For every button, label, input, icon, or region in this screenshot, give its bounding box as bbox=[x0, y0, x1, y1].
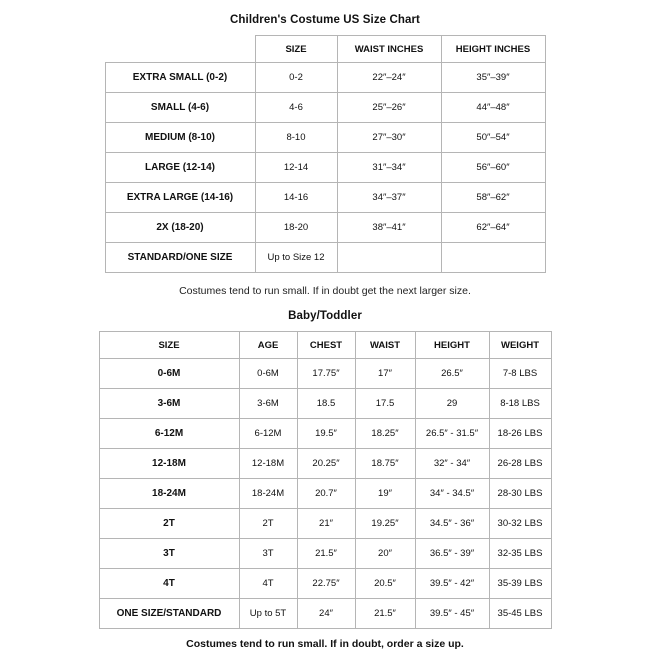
column-header-weight: WEIGHT bbox=[489, 332, 551, 359]
cell-waist: 17″ bbox=[355, 359, 415, 389]
row-label: EXTRA SMALL (0-2) bbox=[105, 63, 255, 93]
cell-height: 29 bbox=[415, 389, 489, 419]
row-label: STANDARD/ONE SIZE bbox=[105, 243, 255, 273]
row-label: 12-18M bbox=[99, 449, 239, 479]
cell-weight: 7-8 LBS bbox=[489, 359, 551, 389]
cell-chest: 18.5 bbox=[297, 389, 355, 419]
column-header-height: HEIGHT bbox=[415, 332, 489, 359]
cell-age: 6-12M bbox=[239, 419, 297, 449]
cell-waist: 20″ bbox=[355, 539, 415, 569]
cell-chest: 21″ bbox=[297, 509, 355, 539]
cell-size: 0-2 bbox=[255, 63, 337, 93]
table-row bbox=[105, 243, 545, 273]
cell-height: 35″–39″ bbox=[441, 63, 545, 93]
row-label: LARGE (12-14) bbox=[105, 153, 255, 183]
cell-age: 4T bbox=[239, 569, 297, 599]
row-label: ONE SIZE/STANDARD bbox=[99, 599, 239, 629]
table-row bbox=[105, 183, 545, 213]
table-row bbox=[105, 93, 545, 123]
cell-chest: 17.75″ bbox=[297, 359, 355, 389]
cell-weight: 26-28 LBS bbox=[489, 449, 551, 479]
table-row bbox=[105, 63, 545, 93]
row-label: 3T bbox=[99, 539, 239, 569]
column-header-blank bbox=[105, 36, 255, 63]
cell-height: 32″ - 34″ bbox=[415, 449, 489, 479]
cell-height: 58″–62″ bbox=[441, 183, 545, 213]
cell-chest: 21.5″ bbox=[297, 539, 355, 569]
column-header-waist: WAIST INCHES bbox=[337, 36, 441, 63]
cell-height: 34.5″ - 36″ bbox=[415, 509, 489, 539]
cell-weight: 18-26 LBS bbox=[489, 419, 551, 449]
cell-chest: 19.5″ bbox=[297, 419, 355, 449]
cell-weight: 8-18 LBS bbox=[489, 389, 551, 419]
table-row bbox=[99, 569, 551, 599]
cell-waist: 27″–30″ bbox=[337, 123, 441, 153]
cell-waist: 22″–24″ bbox=[337, 63, 441, 93]
cell-age: 2T bbox=[239, 509, 297, 539]
table-row bbox=[99, 539, 551, 569]
row-label: 2T bbox=[99, 509, 239, 539]
table-row bbox=[99, 479, 551, 509]
cell-weight: 35-39 LBS bbox=[489, 569, 551, 599]
table-row bbox=[99, 509, 551, 539]
cell-age: Up to 5T bbox=[239, 599, 297, 629]
row-label: 2X (18-20) bbox=[105, 213, 255, 243]
table-row bbox=[105, 213, 545, 243]
cell-waist bbox=[337, 243, 441, 273]
cell-height: 39.5″ - 42″ bbox=[415, 569, 489, 599]
cell-waist: 21.5″ bbox=[355, 599, 415, 629]
cell-weight: 30-32 LBS bbox=[489, 509, 551, 539]
cell-height: 39.5″ - 45″ bbox=[415, 599, 489, 629]
cell-waist: 38″–41″ bbox=[337, 213, 441, 243]
row-label: 4T bbox=[99, 569, 239, 599]
table-row bbox=[99, 359, 551, 389]
cell-height bbox=[441, 243, 545, 273]
page-title: Children's Costume US Size Chart bbox=[230, 14, 420, 26]
row-label: 3-6M bbox=[99, 389, 239, 419]
table-row bbox=[99, 389, 551, 419]
cell-waist: 19″ bbox=[355, 479, 415, 509]
cell-age: 12-18M bbox=[239, 449, 297, 479]
baby-toddler-title: Baby/Toddler bbox=[288, 310, 362, 322]
cell-waist: 25″–26″ bbox=[337, 93, 441, 123]
row-label: SMALL (4-6) bbox=[105, 93, 255, 123]
column-header-chest: CHEST bbox=[297, 332, 355, 359]
cell-age: 3T bbox=[239, 539, 297, 569]
cell-height: 36.5″ - 39″ bbox=[415, 539, 489, 569]
cell-size: Up to Size 12 bbox=[255, 243, 337, 273]
cell-weight: 35-45 LBS bbox=[489, 599, 551, 629]
row-label: 0-6M bbox=[99, 359, 239, 389]
cell-height: 56″–60″ bbox=[441, 153, 545, 183]
column-header-age: AGE bbox=[239, 332, 297, 359]
cell-size: 8-10 bbox=[255, 123, 337, 153]
cell-size: 4-6 bbox=[255, 93, 337, 123]
table-row bbox=[99, 599, 551, 629]
column-header-size: SIZE bbox=[99, 332, 239, 359]
column-header-height: HEIGHT INCHES bbox=[441, 36, 545, 63]
cell-chest: 22.75″ bbox=[297, 569, 355, 599]
row-label: MEDIUM (8-10) bbox=[105, 123, 255, 153]
cell-age: 18-24M bbox=[239, 479, 297, 509]
cell-weight: 28-30 LBS bbox=[489, 479, 551, 509]
table-header-row bbox=[105, 36, 545, 63]
cell-waist: 17.5 bbox=[355, 389, 415, 419]
cell-chest: 20.25″ bbox=[297, 449, 355, 479]
table-row bbox=[105, 123, 545, 153]
column-header-size: SIZE bbox=[255, 36, 337, 63]
row-label: 6-12M bbox=[99, 419, 239, 449]
cell-height: 62″–64″ bbox=[441, 213, 545, 243]
cell-height: 50″–54″ bbox=[441, 123, 545, 153]
row-label: EXTRA LARGE (14-16) bbox=[105, 183, 255, 213]
table-row bbox=[99, 449, 551, 479]
cell-chest: 20.7″ bbox=[297, 479, 355, 509]
cell-height: 26.5″ - 31.5″ bbox=[415, 419, 489, 449]
cell-weight: 32-35 LBS bbox=[489, 539, 551, 569]
row-label: 18-24M bbox=[99, 479, 239, 509]
cell-chest: 24″ bbox=[297, 599, 355, 629]
table-row bbox=[99, 419, 551, 449]
cell-size: 18-20 bbox=[255, 213, 337, 243]
cell-waist: 34″–37″ bbox=[337, 183, 441, 213]
us-size-chart-table bbox=[105, 35, 546, 273]
cell-waist: 20.5″ bbox=[355, 569, 415, 599]
baby-toddler-note: Costumes tend to run small. If in doubt, order a size up. bbox=[186, 638, 464, 650]
cell-waist: 18.75″ bbox=[355, 449, 415, 479]
cell-waist: 18.25″ bbox=[355, 419, 415, 449]
cell-height: 26.5″ bbox=[415, 359, 489, 389]
cell-height: 44″–48″ bbox=[441, 93, 545, 123]
table-row bbox=[105, 153, 545, 183]
cell-waist: 19.25″ bbox=[355, 509, 415, 539]
cell-age: 0-6M bbox=[239, 359, 297, 389]
cell-size: 14-16 bbox=[255, 183, 337, 213]
baby-toddler-size-table bbox=[99, 331, 552, 629]
cell-height: 34″ - 34.5″ bbox=[415, 479, 489, 509]
column-header-waist: WAIST bbox=[355, 332, 415, 359]
table-header-row bbox=[99, 332, 551, 359]
cell-age: 3-6M bbox=[239, 389, 297, 419]
cell-size: 12-14 bbox=[255, 153, 337, 183]
us-chart-note: Costumes tend to run small. If in doubt get the next larger size. bbox=[179, 285, 471, 297]
cell-waist: 31″–34″ bbox=[337, 153, 441, 183]
